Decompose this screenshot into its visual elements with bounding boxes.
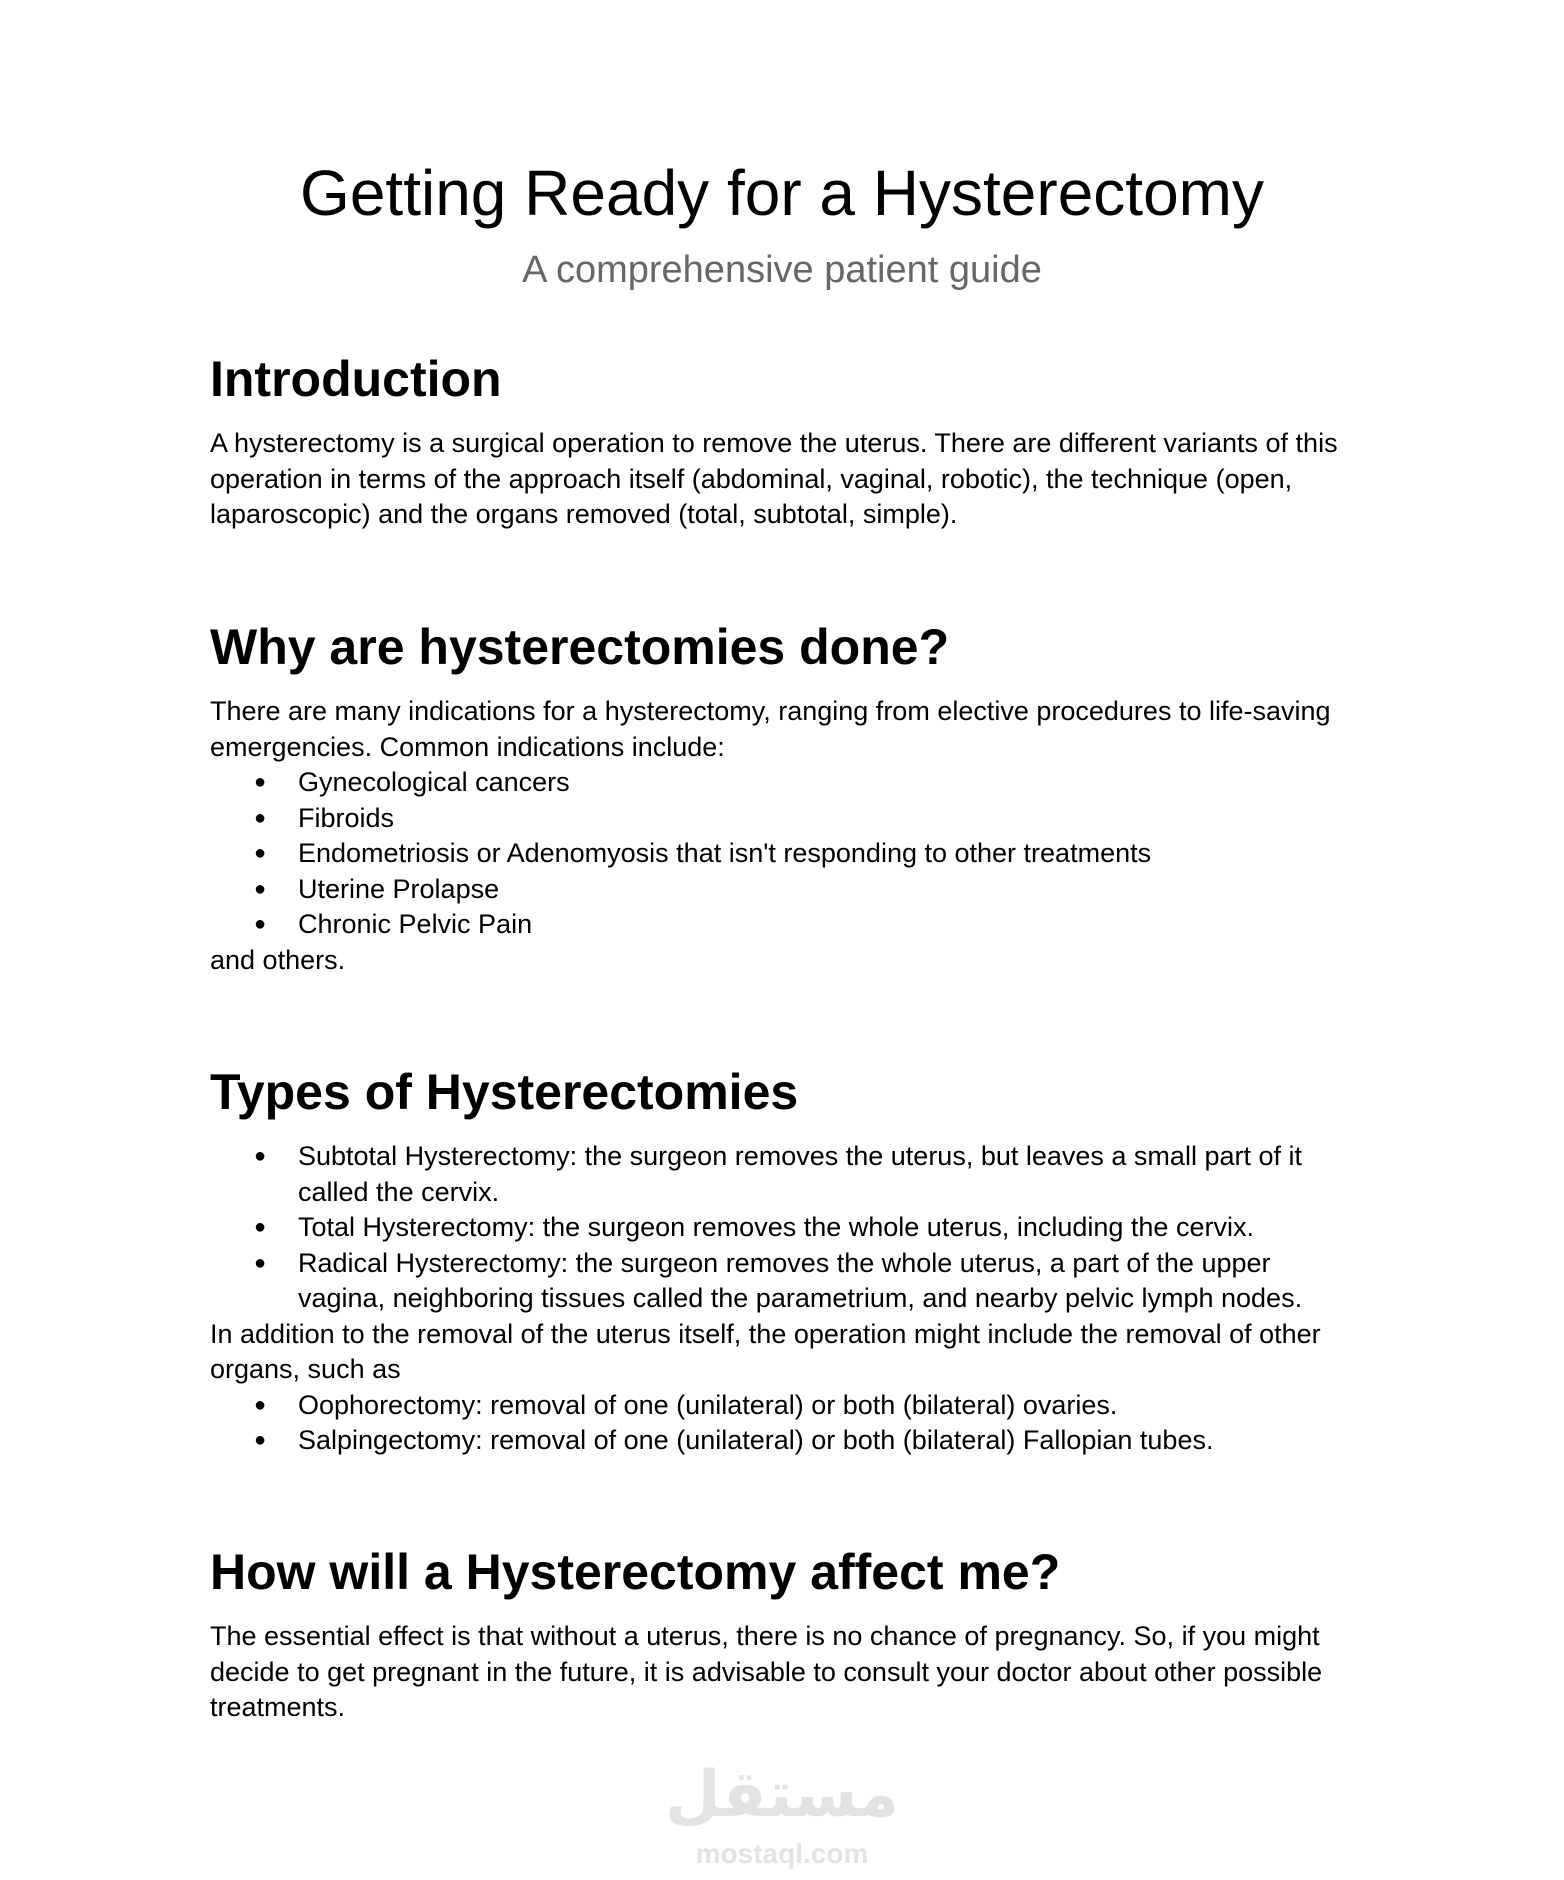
affect-paragraph: The essential effect is that without a uterus, there is no chance of pregnancy. So, if you might decide to get pregnant in the future, it is advisable to consult your doctor about other possible treatments. bbox=[210, 1621, 1323, 1722]
bullet-icon: ● bbox=[254, 1251, 267, 1274]
types-list bbox=[210, 1139, 1350, 1317]
why-closing: and others. bbox=[210, 944, 346, 975]
bullet-icon: ● bbox=[254, 913, 267, 935]
bullet-icon: ● bbox=[254, 1393, 267, 1416]
watermark-url: mostaql.com bbox=[695, 1838, 869, 1869]
why-section bbox=[210, 694, 1350, 978]
list-item: ● Fibroids bbox=[210, 801, 1350, 837]
list-item: ● Chronic Pelvic Pain bbox=[210, 907, 1350, 943]
list-item: ● Uterine Prolapse bbox=[210, 872, 1350, 908]
bullet-icon: ● bbox=[254, 1145, 267, 1167]
intro-paragraph: A hysterectomy is a surgical operation to remove the uterus. There are different variants of this operation in terms of the approach itself (abdominal, vaginal, robotic), the technique (open, laparoscopic) and the organs removed (total, subtotal, simple). bbox=[210, 428, 1338, 529]
list-item: ● Salpingectomy: removal of one (unilateral) or both (bilateral) Fallopian tubes. bbox=[210, 1423, 1350, 1459]
document-subtitle: A comprehensive patient guide bbox=[522, 249, 1042, 291]
bullet-icon: ● bbox=[254, 1216, 267, 1238]
why-paragraph: There are many indications for a hysterectomy, ranging from elective procedures to life-saving emergencies. Common indications include: bbox=[210, 696, 1331, 762]
affect-section bbox=[210, 1619, 1350, 1726]
types-section bbox=[210, 1139, 1350, 1459]
indications-list bbox=[210, 765, 1350, 943]
list-item: ● Gynecological cancers bbox=[210, 765, 1350, 801]
list-item: ● Oophorectomy: removal of one (unilateral) or both (bilateral) ovaries. bbox=[210, 1388, 1350, 1424]
bullet-icon: ● bbox=[254, 771, 267, 793]
intro-section bbox=[210, 426, 1350, 533]
heading-types: Types of Hysterectomies bbox=[210, 1064, 799, 1120]
bullet-icon: ● bbox=[254, 1429, 267, 1451]
bullet-icon: ● bbox=[254, 842, 267, 864]
heading-affect: How will a Hysterectomy affect me? bbox=[210, 1544, 1061, 1600]
list-item: ● Total Hysterectomy: the surgeon removes the whole uterus, including the cervix. bbox=[210, 1210, 1350, 1246]
heading-why: Why are hysterectomies done? bbox=[210, 619, 950, 675]
list-item: ● Subtotal Hysterectomy: the surgeon removes the uterus, but leaves a small part of it called the cervix. bbox=[254, 1141, 1302, 1207]
bullet-icon: ● bbox=[254, 877, 267, 900]
extra-organs-list bbox=[210, 1388, 1350, 1459]
list-item: ● Endometriosis or Adenomyosis that isn't responding to other treatments bbox=[210, 836, 1350, 872]
types-paragraph: In addition to the removal of the uterus itself, the operation might include the removal of other organs, such as bbox=[210, 1318, 1321, 1384]
document-title: Getting Ready for a Hysterectomy bbox=[300, 157, 1264, 229]
bullet-icon: ● bbox=[254, 806, 267, 829]
watermark-logo: مستقل bbox=[664, 1758, 900, 1832]
heading-introduction: Introduction bbox=[210, 351, 502, 407]
list-item: ● Radical Hysterectomy: the surgeon removes the whole uterus, a part of the upper vagina, neighboring tissues called the parametrium, and nearby pelvic lymph nodes. bbox=[254, 1247, 1303, 1313]
